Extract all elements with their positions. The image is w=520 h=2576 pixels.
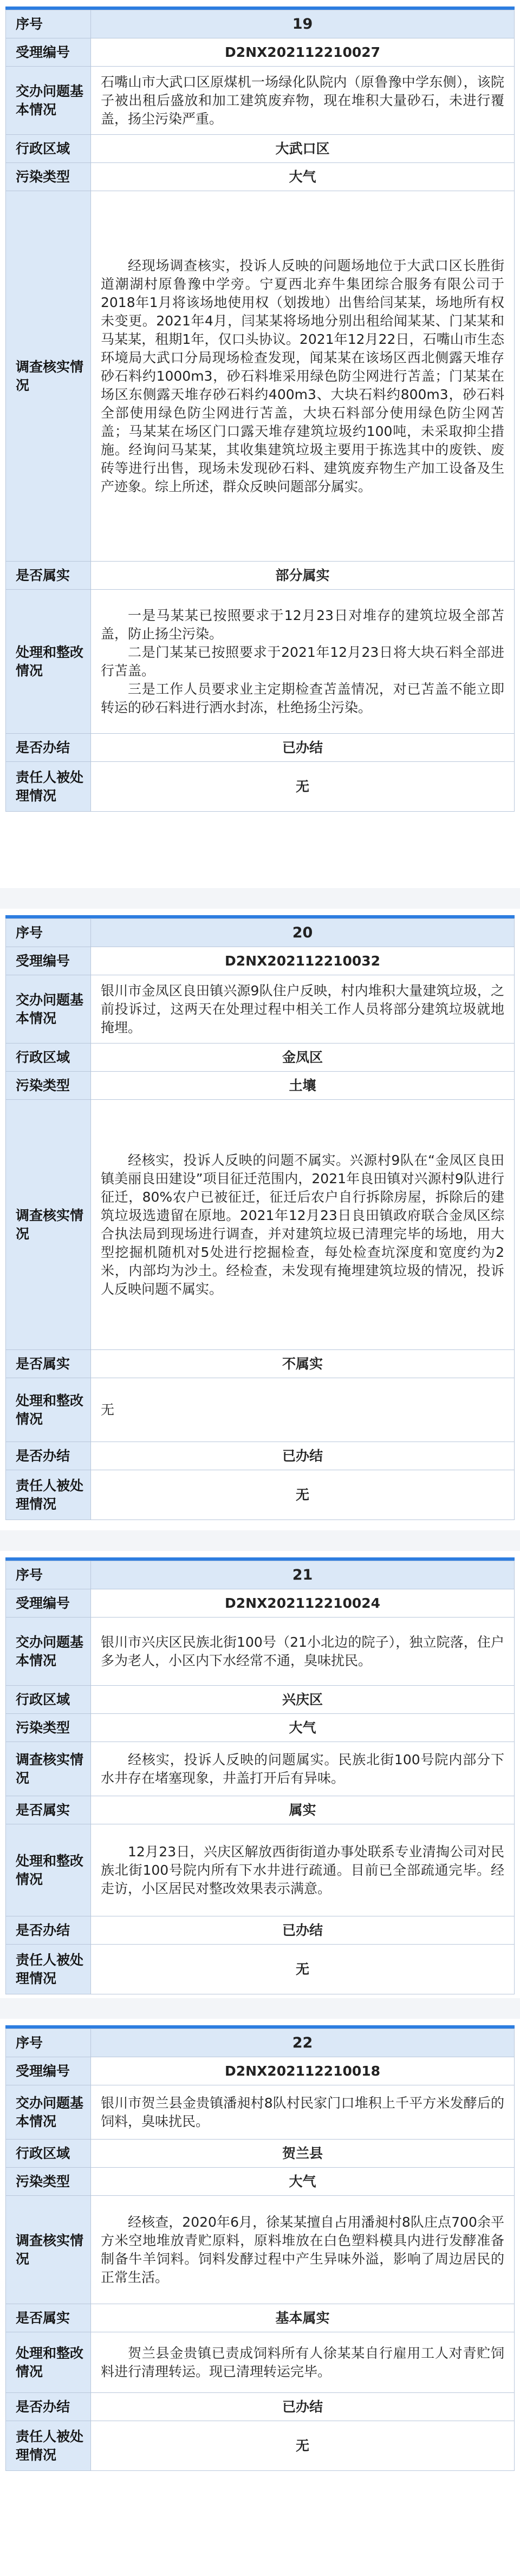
investigation-label: 调查核实情况 [6, 1100, 91, 1350]
handling-value [91, 2332, 515, 2393]
region-value: 兴庆区 [91, 1686, 515, 1714]
basic-label: 交办问题基本情况 [6, 2085, 91, 2140]
pollution-label: 污染类型 [6, 1072, 91, 1100]
handling-item: 三是工作人员要求业主定期检查苫盖情况，对已苫盖不能立即转运的砂石料进行洒水封冻，杜绝扬尘污染。 [101, 681, 504, 715]
basic-value: 银川市兴庆区民族北街100号（21小北边的院子），独立院落，住户多为老人，小区内下水经常不通，臭味扰民。 [91, 1618, 515, 1686]
pollution-value: 土壤 [91, 1072, 515, 1100]
closed-value: 已办结 [91, 1916, 515, 1945]
basic-label: 交办问题基本情况 [6, 975, 91, 1044]
closed-label: 是否办结 [6, 1442, 91, 1470]
basic-value: 银川市贺兰县金贵镇潘昶村8队村民家门口堆积上千平方米发酵后的饲料，臭味扰民。 [91, 2085, 515, 2140]
verified-label: 是否属实 [6, 2304, 91, 2332]
verified-label: 是否属实 [6, 1350, 91, 1378]
accountability-label: 责任人被处理情况 [6, 1470, 91, 1520]
handling-label: 处理和整改情况 [6, 1378, 91, 1442]
region-label: 行政区域 [6, 2140, 91, 2168]
section-divider [0, 1530, 520, 1551]
seq-value: 21 [91, 1561, 515, 1589]
investigation-value: 经现场调查核实，投诉人反映的问题场地位于大武口区长胜街道潮湖村原鲁豫中学旁。宁夏西北弃牛集团综合服务有限公司于2018年1月将该场地使用权（划拨地）出售给闫某某，场地所有权未变更。2021年4月，闫某某将场地分别出租给闻某某、门某某和马某某，租期1年，仅口头协议。2021年12月22日，石嘴山市生态环境局大武口分局现场检查发现，闻某某在该场区西北侧露天堆存砂石料约1000m3，砂石料堆采用绿色防尘网进行苫盖；门某某在场区东侧露天堆存砂石料约400m3、大块石料约800m3，砂石料全部使用绿色防尘网进行苫盖，大块石料部分使用绿色防尘网苫盖；马某某在场区门口露天堆存建筑垃圾约100吨，未采取抑尘措施。经询问马某某，其收集建筑垃圾主要用于拣选其中的废铁、废砖等进行出售，现场未发现砂石料、建筑废弃物生产加工设备及生产迹象。综上所述，群众反映问题部分属实。 [91, 191, 515, 562]
accountability-label: 责任人被处理情况 [6, 1945, 91, 1994]
case-no-label: 受理编号 [6, 38, 91, 67]
section-divider [0, 1998, 520, 2019]
handling-value [91, 1824, 515, 1916]
case-table [5, 10, 515, 812]
accountability-label: 责任人被处理情况 [6, 762, 91, 812]
closed-value: 已办结 [91, 2393, 515, 2421]
case-no-value: D2NX202112210027 [91, 38, 515, 67]
seq-label: 序号 [6, 10, 91, 38]
region-value: 贺兰县 [91, 2140, 515, 2168]
accountability-value: 无 [91, 1945, 515, 1994]
closed-value: 已办结 [91, 734, 515, 762]
accountability-label: 责任人被处理情况 [6, 2421, 91, 2471]
seq-value: 22 [91, 2029, 515, 2057]
handling-item: 一是马某某已按照要求于12月23日对堆存的建筑垃圾全部苫盖，防止扬尘污染。 [101, 607, 504, 642]
seq-value: 19 [91, 10, 515, 38]
investigation-value: 经核查，2020年6月，徐某某擅自占用潘昶村8队庄点700余平方米空地堆放青贮原料，原料堆放在白色塑料模具内进行发酵准备制备牛羊饲料。饲料发酵过程中产生异味外溢，影响了周边居民的正常生活。 [91, 2196, 515, 2304]
case-card [5, 2025, 515, 2471]
handling-value [91, 1378, 515, 1442]
pollution-value: 大气 [91, 1714, 515, 1742]
case-no-label: 受理编号 [6, 2057, 91, 2085]
seq-label: 序号 [6, 919, 91, 947]
handling-item: 12月23日，兴庆区解放西街街道办事处联系专业清掏公司对民族北街100号院内所有下水井进行疏通。目前已全部疏通完毕。经走访，小区居民对整改效果表示满意。 [101, 1843, 504, 1896]
investigation-value: 经核实，投诉人反映的问题不属实。兴源村9队在“金凤区良田镇美丽良田建设”项目征迁范围内，2021年良田镇对兴源村9队进行征迁，80%农户已被征迁，征迁后农户自行拆除房屋，拆除后的建筑垃圾选遗留在原地。2021年12月23日良田镇政府联合金凤区综合执法局到现场进行调查，并对建筑垃圾已清理完毕的场地，用大型挖掘机随机对5处进行挖掘检查，每处检查坑深度和宽度约为2米，内部均为沙土。经检查，未发现有掩埋建筑垃圾的情况，投诉人反映问题不属实。 [91, 1100, 515, 1350]
region-value: 大武口区 [91, 135, 515, 163]
pollution-label: 污染类型 [6, 1714, 91, 1742]
accountability-value: 无 [91, 762, 515, 812]
handling-item: 二是门某某已按照要求于2021年12月23日将大块石料全部进行苫盖。 [101, 644, 504, 679]
handling-label: 处理和整改情况 [6, 2332, 91, 2393]
case-no-value: D2NX202112210024 [91, 1589, 515, 1618]
handling-label: 处理和整改情况 [6, 1824, 91, 1916]
seq-value: 20 [91, 919, 515, 947]
region-label: 行政区域 [6, 135, 91, 163]
investigation-value: 经核实，投诉人反映的问题属实。民族北街100号院内部分下水井存在堵塞现象，井盖打开后有异味。 [91, 1742, 515, 1796]
basic-label: 交办问题基本情况 [6, 1618, 91, 1686]
verified-value: 部分属实 [91, 562, 515, 590]
case-no-value: D2NX202112210018 [91, 2057, 515, 2085]
verified-value: 基本属实 [91, 2304, 515, 2332]
closed-label: 是否办结 [6, 1916, 91, 1945]
case-no-label: 受理编号 [6, 947, 91, 975]
accountability-value: 无 [91, 2421, 515, 2471]
case-table [5, 2029, 515, 2471]
case-card [5, 915, 515, 1520]
section-divider [0, 888, 520, 909]
verified-value: 不属实 [91, 1350, 515, 1378]
closed-value: 已办结 [91, 1442, 515, 1470]
case-card [5, 1557, 515, 1994]
pollution-label: 污染类型 [6, 163, 91, 191]
handling-value [91, 590, 515, 734]
accountability-value: 无 [91, 1470, 515, 1520]
seq-label: 序号 [6, 2029, 91, 2057]
verified-label: 是否属实 [6, 562, 91, 590]
basic-label: 交办问题基本情况 [6, 67, 91, 135]
basic-value: 石嘴山市大武口区原煤机一场绿化队院内（原鲁豫中学东侧），该院子被出租后盛放和加工建筑废弃物，现在堆积大量砂石，未进行覆盖，扬尘污染严重。 [91, 67, 515, 135]
investigation-label: 调查核实情况 [6, 191, 91, 562]
handling-item: 无 [101, 1401, 115, 1418]
verified-label: 是否属实 [6, 1796, 91, 1824]
case-card [5, 6, 515, 812]
handling-item: 贺兰县金贵镇已责成饲料所有人徐某某自行雇用工人对青贮饲料进行清理转运。现已清理转运完毕。 [101, 2345, 504, 2379]
pollution-label: 污染类型 [6, 2168, 91, 2196]
investigation-label: 调查核实情况 [6, 1742, 91, 1796]
region-label: 行政区域 [6, 1686, 91, 1714]
verified-value: 属实 [91, 1796, 515, 1824]
case-table [5, 918, 515, 1520]
handling-label: 处理和整改情况 [6, 590, 91, 734]
case-table [5, 1561, 515, 1994]
investigation-label: 调查核实情况 [6, 2196, 91, 2304]
region-label: 行政区域 [6, 1044, 91, 1072]
basic-value: 银川市金凤区良田镇兴源9队住户反映，村内堆积大量建筑垃圾，之前投诉过，这两天在处理过程中相关工作人员将部分建筑垃圾就地掩埋。 [91, 975, 515, 1044]
region-value: 金凤区 [91, 1044, 515, 1072]
case-no-value: D2NX202112210032 [91, 947, 515, 975]
pollution-value: 大气 [91, 163, 515, 191]
seq-label: 序号 [6, 1561, 91, 1589]
pollution-value: 大气 [91, 2168, 515, 2196]
closed-label: 是否办结 [6, 2393, 91, 2421]
case-no-label: 受理编号 [6, 1589, 91, 1618]
closed-label: 是否办结 [6, 734, 91, 762]
